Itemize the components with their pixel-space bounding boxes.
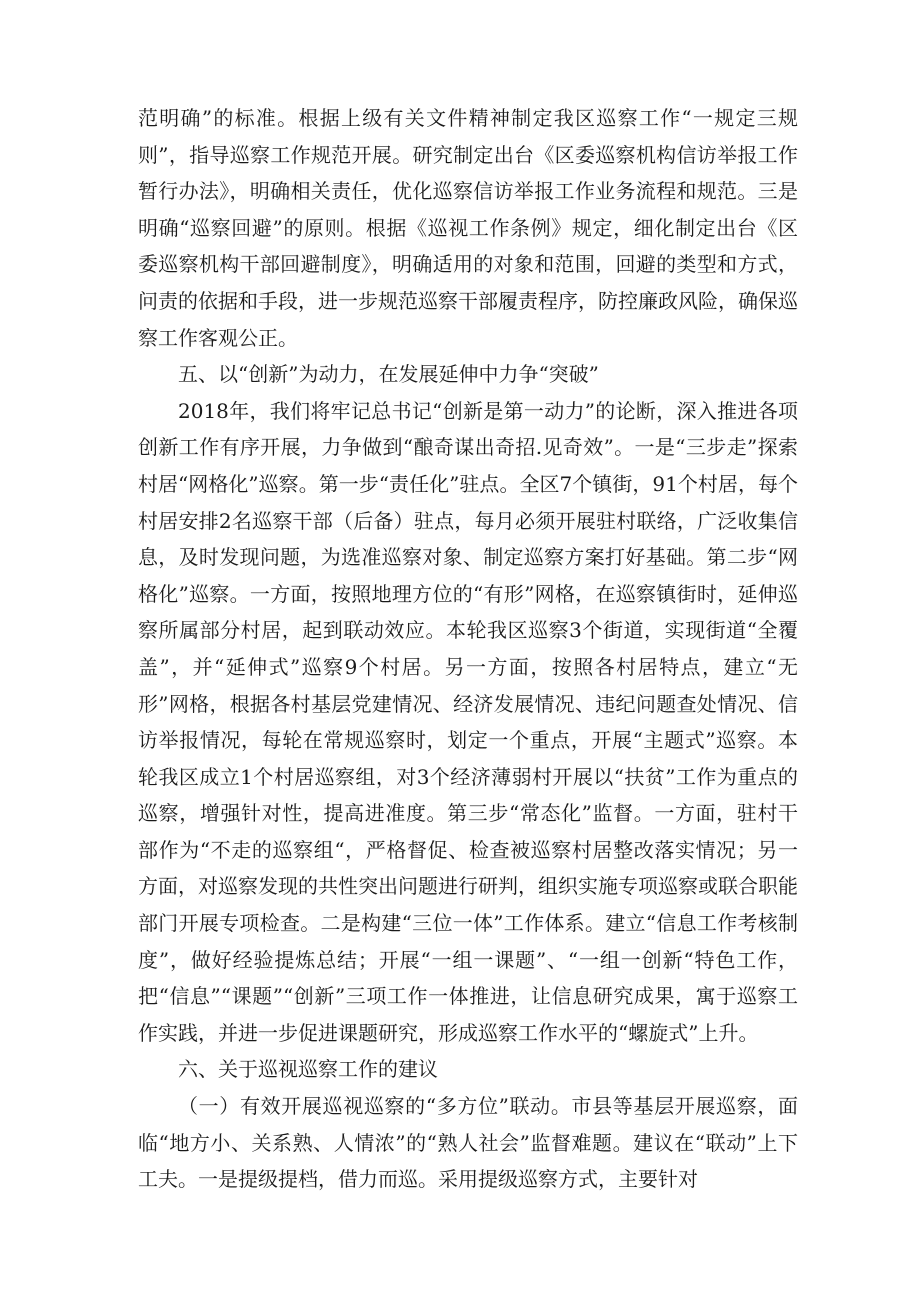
document-page	[138, 100, 798, 1198]
paragraph-3: （一）有效开展巡视巡察的“多方位”联动。市县等基层开展巡察，面临“地方小、关系熟、人情浓”的“熟人社会”监督难题。建议在“联动”上下工夫。一是提级提档，借力而巡。采用提级巡察方式，主要针对	[138, 1094, 798, 1192]
section-heading-5: 五、以“创新”为动力，在发展延伸中力争“突破”	[178, 362, 599, 387]
paragraph-1: 范明确”的标准。根据上级有关文件精神制定我区巡察工作“一规定三规则”，指导巡察工作规范开展。研究制定出台《区委巡察机构信访举报工作暂行办法》，明确相关责任，优化巡察信访举报工作业务流程和规范。三是明确“巡察回避”的原则。根据《巡视工作条例》规定，细化制定出台《区委巡察机构干部回避制度》，明确适用的对象和范围，回避的类型和方式，问责的依据和手段，进一步规范巡察干部履责程序，防控廉政风险，确保巡察工作客观公正。	[138, 106, 798, 350]
paragraph-2: 2018年，我们将牢记总书记“创新是第一动力”的论断，深入推进各项创新工作有序开展，力争做到“酿奇谋出奇招.见奇效”。一是“三步走”探索村居“网格化”巡察。第一步“责任化”驻点。全区7个镇街，91个村居，每个村居安排2名巡察干部（后备）驻点，每月必须开展驻村联络，广泛收集信息，及时发现问题，为选准巡察对象、制定巡察方案打好基础。第二步“网格化”巡察。一方面，按照地理方位的“有形”网格，在巡察镇街时，延伸巡察所属部分村居，起到联动效应。本轮我区巡察3个街道，实现街道“全覆盖”，并“延伸式”巡察9个村居。另一方面，按照各村居特点，建立“无形”网格，根据各村基层党建情况、经济发展情况、违纪问题查处情况、信访举报情况，每轮在常规巡察时，划定一个重点，开展“主题式”巡察。本轮我区成立1个村居巡察组，对3个经济薄弱村开展以“扶贫”工作为重点的巡察，增强针对性，提高进准度。第三步“常态化”监督。一方面，驻村干部作为“不走的巡察组“，严格督促、检查被巡察村居整改落实情况；另一方面，对巡察发现的共性突出问题进行研判，组织实施专项巡察或联合职能部门开展专项检查。二是构建“三位一体”工作体系。建立“信息工作考核制度”，做好经验提炼总结；开展“一组一课题”、“一组一创新“特色工作，把“信息”“课题”“创新”三项工作一体推进，让信息研究成果，寓于巡察工作实践，并进一步促进课题研究，形成巡察工作水平的“螺旋式”上升。	[138, 398, 798, 1045]
section-heading-6: 六、关于巡视巡察工作的建议	[178, 1057, 438, 1082]
